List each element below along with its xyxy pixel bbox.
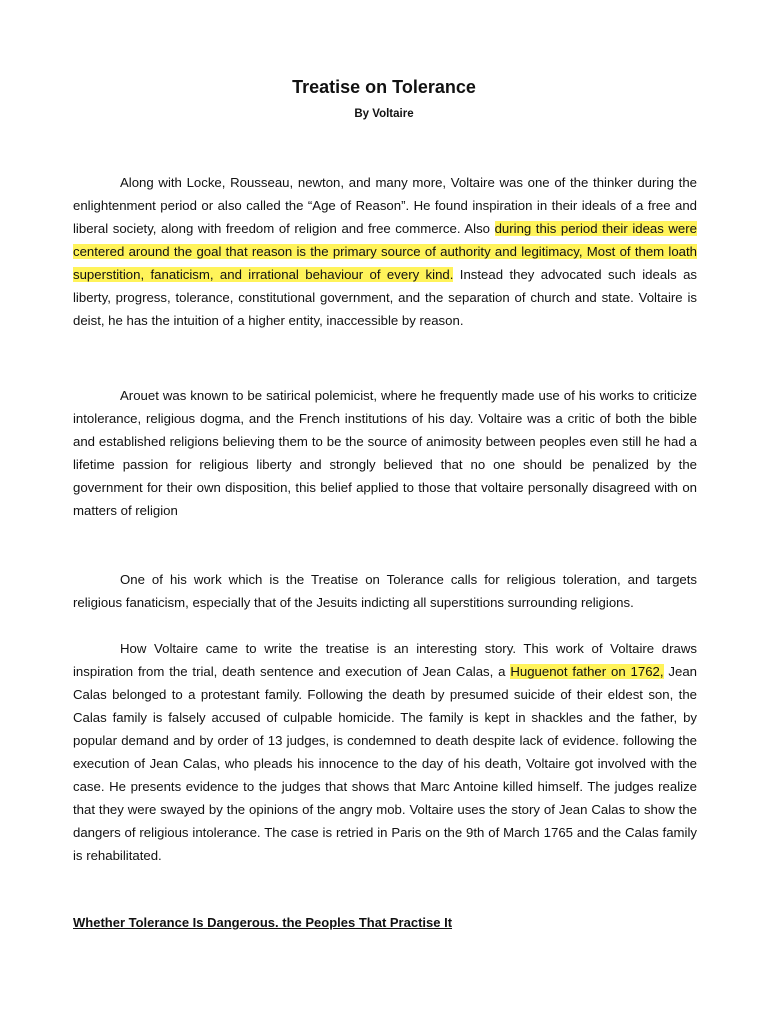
author-byline: By Voltaire bbox=[354, 108, 414, 120]
paragraph-1-text-a: Along with Locke, Rousseau, newton, and many more, Voltaire was one of the thinker during the enlightenment period or also called the “Age of Reason”. He found inspiration in their ideals of a free and liberal society, along with freedom of religion and free commerce. Also bbox=[73, 175, 697, 236]
paragraph-4-text-a: How Voltaire came to write the treatise is an interesting story. This work of Voltaire draws inspiration from the trial, death sentence and execution of Jean Calas, a bbox=[73, 641, 697, 679]
paragraph-3-text: One of his work which is the Treatise on Tolerance calls for religious toleration, and targets religious fanaticism, especially that of the Jesuits indicting all superstitions surrounding religions. bbox=[73, 572, 697, 610]
paragraph-3 bbox=[73, 568, 697, 614]
paragraph-4 bbox=[73, 637, 697, 867]
paragraph-2-text: Arouet was known to be satirical polemicist, where he frequently made use of his works to criticize intolerance, religious dogma, and the French institutions of his day. Voltaire was a critic of both the bible and established religions believing them to be the source of animosity between peoples even still he had a lifetime passion for religious liberty and strongly believed that no one should be penalized by the government for their own disposition, this belief applied to those that voltaire personally disagreed with on matters of religion bbox=[73, 388, 697, 518]
section-heading: Whether Tolerance Is Dangerous. the Peoples That Practise It bbox=[73, 915, 453, 930]
paragraph-4-text-b: Jean Calas belonged to a protestant family. Following the death by presumed suicide of their eldest son, the Calas family is falsely accused of culpable homicide. The family is kept in shackles and the father, by popular demand and by order of 13 judges, is condemned to death despite lack of evidence. following the execution of Jean Calas, who pleads his innocence to the day of his death, Voltaire got involved with the case. He presents evidence to the judges that shows that Marc Antoine killed himself. The judges realize that they were swayed by the opinions of the angry mob. Voltaire uses the story of Jean Calas to show the dangers of religious intolerance. The case is retried in Paris on the 9th of March 1765 and the Calas family is rehabilitated. bbox=[73, 664, 697, 863]
paragraph-2 bbox=[73, 384, 697, 522]
paragraph-1 bbox=[73, 171, 697, 332]
document-title: Treatise on Tolerance bbox=[292, 77, 476, 97]
paragraph-1-highlight: during this period their ideas were centered around the goal that reason is the primary source of authority and legitimacy, Most of them loath superstition, fanaticism, and irrational behaviour of every kind. bbox=[73, 221, 697, 282]
paragraph-4-highlight: Huguenot father on 1762, bbox=[510, 664, 664, 679]
paragraph-1-text-b: Instead they advocated such ideals as liberty, progress, tolerance, constitutional government, and the separation of church and state. Voltaire is deist, he has the intuition of a higher entity, inaccessible by reason. bbox=[73, 267, 698, 328]
